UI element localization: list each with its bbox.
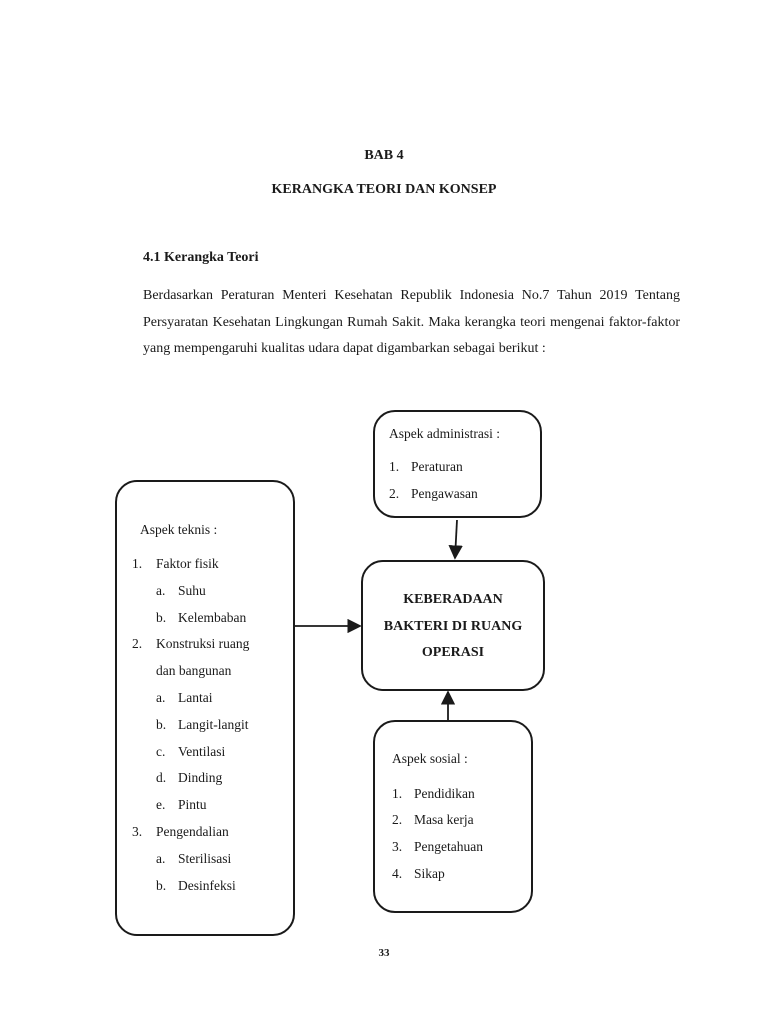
administrasi-title: Aspek administrasi : (389, 426, 500, 441)
teknis-box (115, 480, 295, 936)
teknis-title: Aspek teknis : (140, 522, 218, 537)
center-line-2: BAKTERI DI RUANG (383, 619, 523, 634)
page-number: 33 (378, 947, 390, 959)
chapter-label: BAB 4 (364, 148, 404, 163)
sosial-title: Aspek sosial : (392, 751, 468, 766)
arrow-administrasi-to-center (455, 520, 457, 558)
chapter-title: KERANGKA TEORI DAN KONSEP (271, 182, 497, 197)
section-paragraph: Berdasarkan Peraturan Menteri Kesehatan Republik Indonesia No.7 Tahun 2019 Tentang Persyaratan Kesehatan Lingkungan Rumah Sakit. Maka kerangka teori mengenai faktor-faktor yang mempengaruhi kualitas udara dapat digambarkan sebagai berikut : (143, 288, 680, 356)
center-line-3: OPERASI (421, 645, 485, 660)
center-box (361, 560, 545, 691)
administrasi-box: Aspek administrasi : 1. Peraturan 2. Pengawasan (373, 410, 542, 518)
sosial-box: Aspek sosial : 1. Pendidikan 2. Masa kerja 3. Pengetahuan 4. Sikap (373, 720, 533, 913)
center-line-1: KEBERADAAN (403, 592, 503, 607)
section-title: 4.1 Kerangka Teori (143, 250, 259, 265)
